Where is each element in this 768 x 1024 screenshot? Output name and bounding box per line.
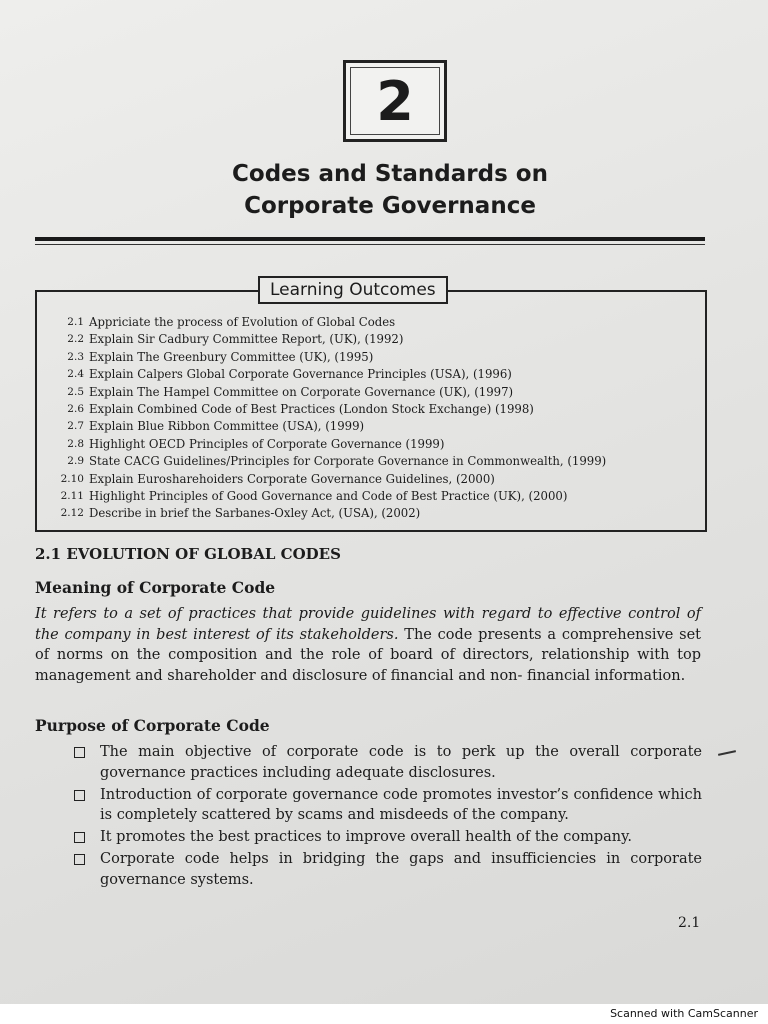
purpose-bullet <box>72 785 702 826</box>
outcome-number: 2.9 <box>67 455 84 468</box>
outcome-item <box>44 471 694 488</box>
meaning-heading: Meaning of Corporate Code <box>35 578 276 597</box>
outcome-number: 2.12 <box>60 507 84 520</box>
checkbox-bullet-icon <box>74 854 85 865</box>
meaning-paragraph <box>35 604 701 686</box>
purpose-bullet <box>72 742 702 783</box>
outcome-number: 2.4 <box>67 368 84 381</box>
outcome-text: Highlight OECD Principles of Corporate Governance (1999) <box>89 436 445 451</box>
outcome-item <box>44 366 694 383</box>
outcome-text: State CACG Guidelines/Principles for Corporate Governance in Commonwealth, (1999) <box>89 454 607 469</box>
purpose-bullet <box>72 827 702 848</box>
purpose-bullet-text: The main objective of corporate code is to perk up the overall corporate governance practices including adequate disclosures. <box>100 744 702 781</box>
purpose-bullet <box>72 849 702 890</box>
chapter-title-line1: Codes and Standards on <box>232 161 548 187</box>
outcome-number: 2.3 <box>67 350 84 363</box>
outcome-item <box>44 331 694 348</box>
checkbox-bullet-icon <box>74 790 85 801</box>
meaning-italic-text: It refers to a set of practices that provide guidelines with regard to effective control of the company in best interest of its stakeholders. <box>35 606 701 643</box>
outcome-item <box>44 488 694 505</box>
outcome-number: 2.8 <box>67 437 84 450</box>
purpose-bullet-text: Corporate code helps in bridging the gaps and insufficiencies in corporate governance systems. <box>100 851 702 888</box>
outcome-text: Explain The Greenbury Committee (UK), (1995) <box>89 349 374 364</box>
title-rule-thin <box>35 244 705 245</box>
outcome-number: 2.10 <box>60 472 84 485</box>
outcome-text: Explain Sir Cadbury Committee Report, (UK), (1992) <box>89 332 404 347</box>
section-heading: 2.1 EVOLUTION OF GLOBAL CODES <box>35 545 341 563</box>
outcome-text: Explain Blue Ribbon Committee (USA), (1999) <box>89 419 365 434</box>
chapter-number-box <box>343 60 447 142</box>
chapter-number: 2 <box>376 69 414 133</box>
purpose-bullet-list <box>72 742 702 892</box>
outcome-text: Explain The Hampel Committee on Corporate Governance (UK), (1997) <box>89 384 514 399</box>
pen-mark <box>718 750 736 756</box>
outcome-text: Explain Combined Code of Best Practices (London Stock Exchange) (1998) <box>89 401 534 416</box>
learning-outcomes-list <box>44 314 694 523</box>
outcome-item <box>44 505 694 522</box>
outcome-item <box>44 401 694 418</box>
title-rule-thick <box>35 237 705 241</box>
purpose-bullet-text: It promotes the best practices to improve overall health of the company. <box>100 829 632 845</box>
outcome-item <box>44 453 694 470</box>
outcome-number: 2.5 <box>67 385 84 398</box>
checkbox-bullet-icon <box>74 832 85 843</box>
outcome-number: 2.11 <box>60 489 84 502</box>
outcome-item <box>44 314 694 331</box>
scanner-watermark: Scanned with CamScanner <box>610 1007 758 1020</box>
outcome-text: Explain Eurosharehoiders Corporate Governance Guidelines, (2000) <box>89 471 495 486</box>
learning-outcomes-heading: Learning Outcomes <box>258 276 448 304</box>
outcome-text: Describe in brief the Sarbanes-Oxley Act, (USA), (2002) <box>89 506 421 521</box>
outcome-text: Explain Calpers Global Corporate Governance Principles (USA), (1996) <box>89 367 512 382</box>
outcome-item <box>44 418 694 435</box>
outcome-number: 2.6 <box>67 402 84 415</box>
meaning-rest-text: The code presents a comprehensive set of norms on the composition and the role of board of directors, relationship with top management and shareholder and disclosure of financial and non- financial information. <box>35 626 701 684</box>
outcome-number: 2.2 <box>67 333 84 346</box>
outcome-text: Highlight Principles of Good Governance and Code of Best Practice (UK), (2000) <box>89 488 568 503</box>
scanner-footer <box>0 1004 768 1024</box>
chapter-title <box>150 158 630 222</box>
outcome-number: 2.7 <box>67 420 84 433</box>
outcome-text: Appriciate the process of Evolution of Global Codes <box>89 315 396 329</box>
chapter-title-line2: Corporate Governance <box>244 193 536 219</box>
outcome-item <box>44 384 694 401</box>
outcome-item <box>44 436 694 453</box>
checkbox-bullet-icon <box>74 747 85 758</box>
outcome-item <box>44 349 694 366</box>
purpose-bullet-text: Introduction of corporate governance code promotes investor’s confidence which is completely scattered by scams and misdeeds of the company. <box>100 786 702 823</box>
outcome-number: 2.1 <box>67 316 84 328</box>
purpose-heading: Purpose of Corporate Code <box>35 716 270 735</box>
page-number: 2.1 <box>678 915 701 931</box>
